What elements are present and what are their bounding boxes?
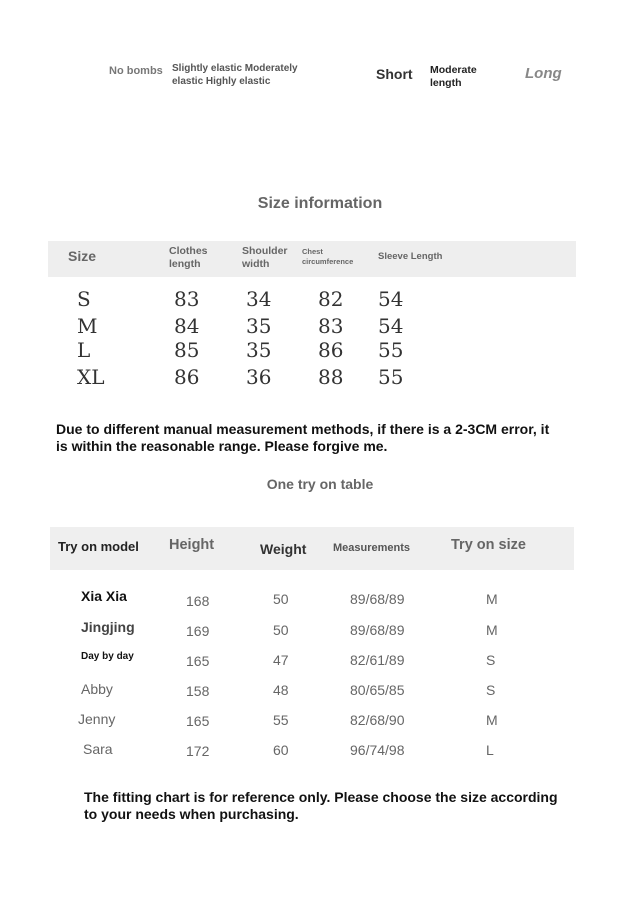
tryon-row: [0, 681, 640, 703]
tryon-row: [0, 620, 640, 642]
cell-clothes-length: 83: [174, 287, 200, 311]
tryon-table-header: [50, 527, 574, 570]
size-row: [0, 287, 640, 313]
cell-weight: 50: [273, 622, 289, 638]
tryon-row: [0, 741, 640, 763]
cell-try-size: L: [486, 742, 494, 758]
cell-chest: 83: [318, 314, 344, 338]
cell-size: L: [77, 338, 91, 362]
measurement-note: Due to different manual measurement methods, if there is a 2-3CM error, it is within the reasonable range. Please forgive me.: [56, 421, 550, 454]
cell-shoulder-width: 35: [246, 314, 272, 338]
length-moderate-label: Moderate length: [430, 64, 477, 89]
header-height: Height: [169, 537, 215, 553]
cell-height: 168: [186, 593, 210, 609]
cell-model: Jenny: [78, 711, 116, 727]
cell-shoulder-width: 36: [246, 365, 272, 389]
cell-try-size: S: [486, 652, 496, 668]
cell-measurements: 82/68/90: [350, 712, 405, 728]
tryon-row: [0, 711, 640, 733]
length-short-label: Short: [376, 66, 413, 82]
header-sleeve-length: Sleeve Length: [378, 251, 443, 262]
cell-chest: 88: [318, 365, 344, 389]
cell-size: M: [77, 314, 98, 338]
cell-shoulder-width: 35: [246, 338, 272, 362]
header-shoulder-width: Shoulder width: [242, 245, 288, 270]
header-clothes-length: Clothes length: [169, 245, 208, 270]
cell-measurements: 96/74/98: [350, 742, 405, 758]
cell-measurements: 89/68/89: [350, 591, 405, 607]
size-table-header: [48, 241, 576, 277]
cell-size: XL: [77, 365, 105, 389]
elasticity-scale-label: Slightly elastic Moderately elastic Highly elastic: [172, 63, 298, 87]
elasticity-none-label: No bombs: [109, 65, 163, 77]
cell-clothes-length: 84: [174, 314, 200, 338]
cell-sleeve: 55: [378, 365, 404, 389]
cell-height: 169: [186, 623, 210, 639]
cell-weight: 48: [273, 682, 289, 698]
length-long-label: Long: [525, 65, 562, 82]
header-try-size: Try on size: [451, 537, 526, 553]
tryon-title: One try on table: [266, 476, 374, 492]
cell-model: Xia Xia: [81, 588, 127, 604]
tryon-row: [0, 589, 640, 611]
cell-weight: 60: [273, 742, 289, 758]
cell-height: 172: [186, 743, 210, 759]
header-chest: Chest circumference: [302, 247, 354, 266]
cell-sleeve: 55: [378, 338, 404, 362]
header-model: Try on model: [58, 539, 139, 554]
cell-weight: 55: [273, 712, 289, 728]
size-row: [0, 338, 640, 364]
cell-height: 165: [186, 653, 210, 669]
cell-weight: 50: [273, 591, 289, 607]
cell-height: 165: [186, 713, 210, 729]
cell-weight: 47: [273, 652, 289, 668]
cell-measurements: 89/68/89: [350, 622, 405, 638]
fitting-note: The fitting chart is for reference only. Please choose the size according to your needs when purchasing.: [84, 789, 558, 822]
header-weight: Weight: [260, 541, 307, 557]
cell-model: Jingjing: [81, 619, 135, 635]
cell-chest: 82: [318, 287, 344, 311]
cell-sleeve: 54: [378, 287, 404, 311]
cell-shoulder-width: 34: [246, 287, 272, 311]
cell-measurements: 80/65/85: [350, 682, 405, 698]
cell-try-size: M: [486, 712, 498, 728]
header-size: Size: [68, 248, 97, 264]
cell-try-size: M: [486, 622, 498, 638]
header-measurements: Measurements: [333, 542, 411, 554]
cell-height: 158: [186, 683, 210, 699]
cell-size: S: [77, 287, 91, 311]
cell-model: Day by day: [81, 651, 134, 662]
cell-sleeve: 54: [378, 314, 404, 338]
tryon-row: [0, 651, 640, 673]
cell-try-size: M: [486, 591, 498, 607]
cell-try-size: S: [486, 682, 496, 698]
size-row: [0, 314, 640, 340]
cell-measurements: 82/61/89: [350, 652, 405, 668]
cell-model: Sara: [83, 741, 113, 757]
cell-clothes-length: 85: [174, 338, 200, 362]
cell-model: Abby: [81, 681, 113, 697]
size-row: [0, 365, 640, 391]
cell-clothes-length: 86: [174, 365, 200, 389]
cell-chest: 86: [318, 338, 344, 362]
size-info-title: Size information: [257, 195, 383, 212]
